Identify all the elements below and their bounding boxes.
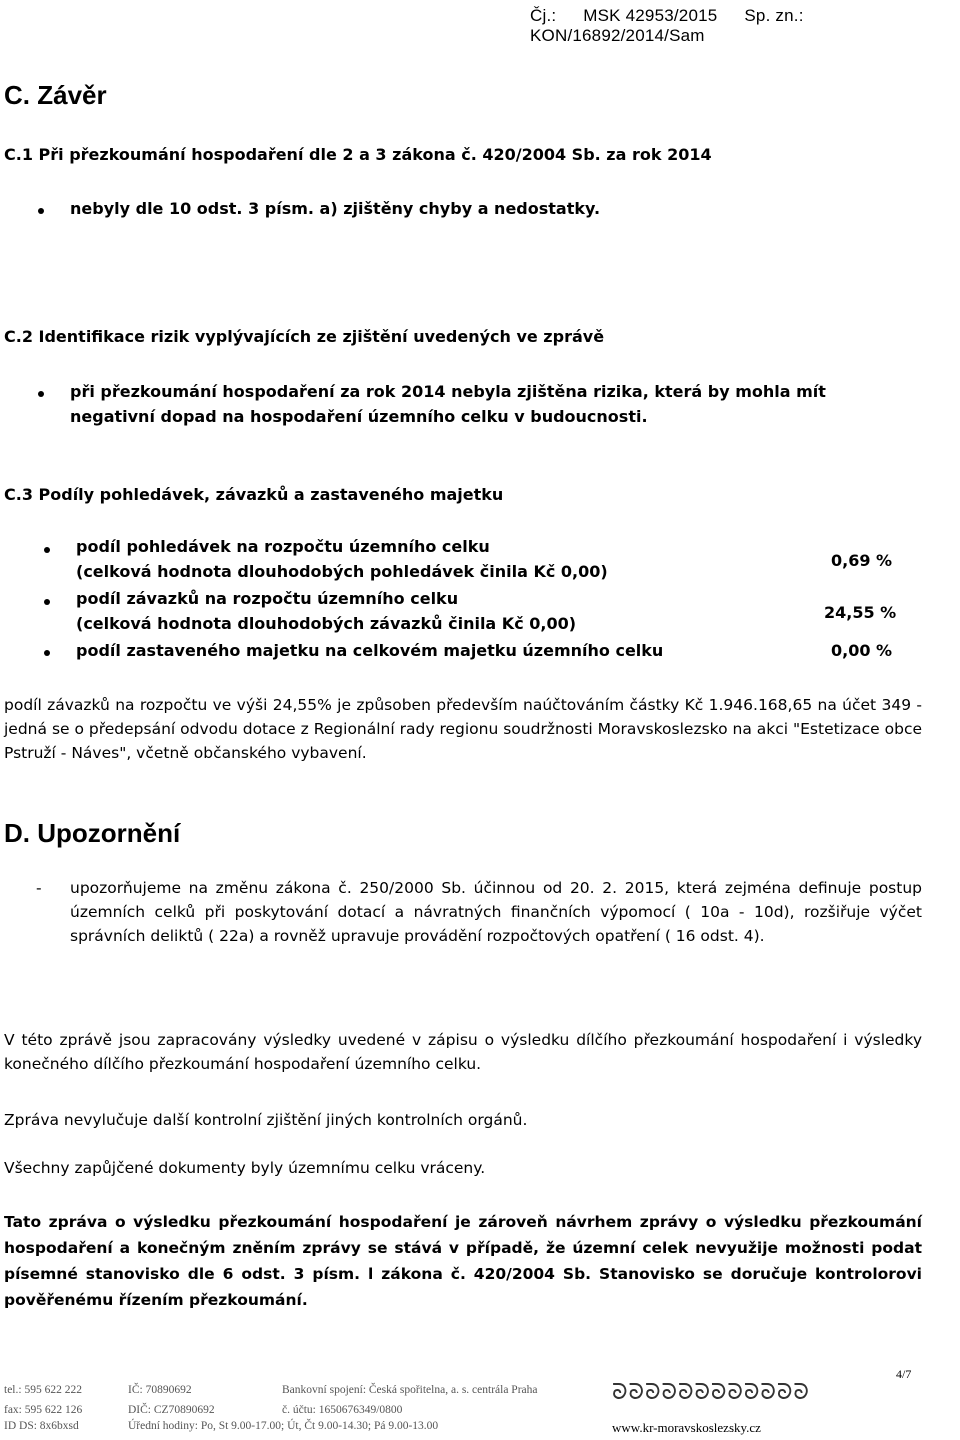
c3-title: C.3 Podíly pohledávek, závazků a zastaveného majetku bbox=[4, 485, 504, 504]
sp-value: KON/16892/2014/Sam bbox=[530, 26, 705, 45]
c1-bullet-text: nebyly dle 10 odst. 3 písm. a) zjištěny chyby a nedostatky. bbox=[70, 199, 601, 218]
cj-label: Čj.: bbox=[530, 6, 557, 25]
paragraph-draft-report: Tato zpráva o výsledku přezkoumání hospodaření je zároveň návrhem zprávy o výsledku přezkoumání hospodaření a konečným zněním zprávy se stává v případě, že územní celek nevyužije možnosti podat písemné stanovisko dle 6 odst. 3 písm. l zákona č. 420/2004 Sb. Stanovisko se doručuje kontrolorovi pověřenému řízením přezkoumání. bbox=[4, 1213, 922, 1309]
footer-fax: fax: 595 622 126 bbox=[4, 1404, 83, 1416]
bullet-icon bbox=[44, 650, 50, 656]
page-number: 4/7 bbox=[896, 1367, 912, 1381]
dash-marker: - bbox=[36, 879, 42, 897]
regional-logo-icon: ᘐᘐᘐᘐᘐᘐᘐᘐᘐᘐᘐᘐ bbox=[612, 1380, 810, 1405]
share-pledged-value: 0,00 % bbox=[831, 641, 893, 660]
paragraph-results: V této zprávě jsou zapracovány výsledky uvedené v zápisu o výsledku dílčího přezkoumání hospodaření i výsledky konečného dílčího přezkoumání hospodaření územního celku. bbox=[4, 1031, 922, 1073]
c2-bullet-line1: při přezkoumání hospodaření za rok 2014 nebyla zjištěna rizika, která by mohla mít bbox=[70, 382, 826, 401]
share-liabilities-value: 24,55 % bbox=[824, 603, 897, 622]
bullet-icon bbox=[44, 599, 50, 605]
share-receivables-line2: (celková hodnota dlouhodobých pohledávek činila Kč 0,00) bbox=[76, 562, 608, 581]
footer-tel: tel.: 595 622 222 bbox=[4, 1384, 82, 1396]
footer-dic: DIČ: CZ70890692 bbox=[128, 1404, 215, 1416]
footer-hours: Úřední hodiny: Po, St 9.00-17.00; Út, Čt 9.00-14.30; Pá 9.00-13.00 bbox=[128, 1420, 439, 1432]
footer-bank: Bankovní spojení: Česká spořitelna, a. s. centrála Praha bbox=[282, 1384, 538, 1396]
c2-title: C.2 Identifikace rizik vyplývajících ze zjištění uvedených ve zprávě bbox=[4, 327, 605, 346]
footer-ic: IČ: 70890692 bbox=[128, 1384, 192, 1396]
share-liabilities-line1: podíl závazků na rozpočtu územního celku bbox=[76, 589, 459, 608]
c3-note: podíl závazků na rozpočtu ve výši 24,55% je způsoben především naúčtováním částky Kč 1.946.168,65 na účet 349 - jedná se o předepsání odvodu dotace z Regionální rady regionu soudržnosti Moravskoslezsko na akci "Estetizace obce Pstruží - Náves", včetně občanského vybavení. bbox=[4, 696, 922, 762]
footer-ds: ID DS: 8x6bxsd bbox=[4, 1420, 79, 1432]
paragraph-documents-returned: Všechny zapůjčené dokumenty byly územnímu celku vráceny. bbox=[4, 1159, 486, 1177]
c1-title: C.1 Při přezkoumání hospodaření dle 2 a 3 zákona č. 420/2004 Sb. za rok 2014 bbox=[4, 145, 712, 164]
share-receivables-line1: podíl pohledávek na rozpočtu územního celku bbox=[76, 537, 490, 556]
paragraph-no-exclusion: Zpráva nevylučuje další kontrolní zjištění jiných kontrolních orgánů. bbox=[4, 1111, 528, 1129]
share-pledged-line1: podíl zastaveného majetku na celkovém majetku územního celku bbox=[76, 641, 664, 660]
section-c-title: C. Závěr bbox=[4, 80, 107, 110]
bullet-icon bbox=[44, 547, 50, 553]
document-header bbox=[530, 6, 960, 46]
footer-web: www.kr-moravskoslezsky.cz bbox=[612, 1420, 761, 1435]
section-d-title: D. Upozornění bbox=[4, 818, 181, 848]
bullet-icon bbox=[38, 208, 44, 214]
share-liabilities-line2: (celková hodnota dlouhodobých závazků činila Kč 0,00) bbox=[76, 614, 577, 633]
d-warning-text: upozorňujeme na změnu zákona č. 250/2000 Sb. účinnou od 20. 2. 2015, která zejména definuje postup územních celků při poskytování dotací a návratných finančních výpomocí ( 10a - 10d), rozšiřuje výčet správních deliktů ( 22a) a rovněž upravuje provádění rozpočtových opatření ( 16 odst. 4). bbox=[70, 879, 922, 945]
bullet-icon bbox=[38, 391, 44, 397]
footer-account: č. účtu: 1650676349/0800 bbox=[282, 1404, 403, 1416]
cj-value: MSK 42953/2015 bbox=[583, 6, 718, 25]
sp-label: Sp. zn.: bbox=[744, 6, 804, 25]
share-receivables-value: 0,69 % bbox=[831, 551, 893, 570]
c2-bullet-line2: negativní dopad na hospodaření územního celku v budoucnosti. bbox=[70, 407, 648, 426]
